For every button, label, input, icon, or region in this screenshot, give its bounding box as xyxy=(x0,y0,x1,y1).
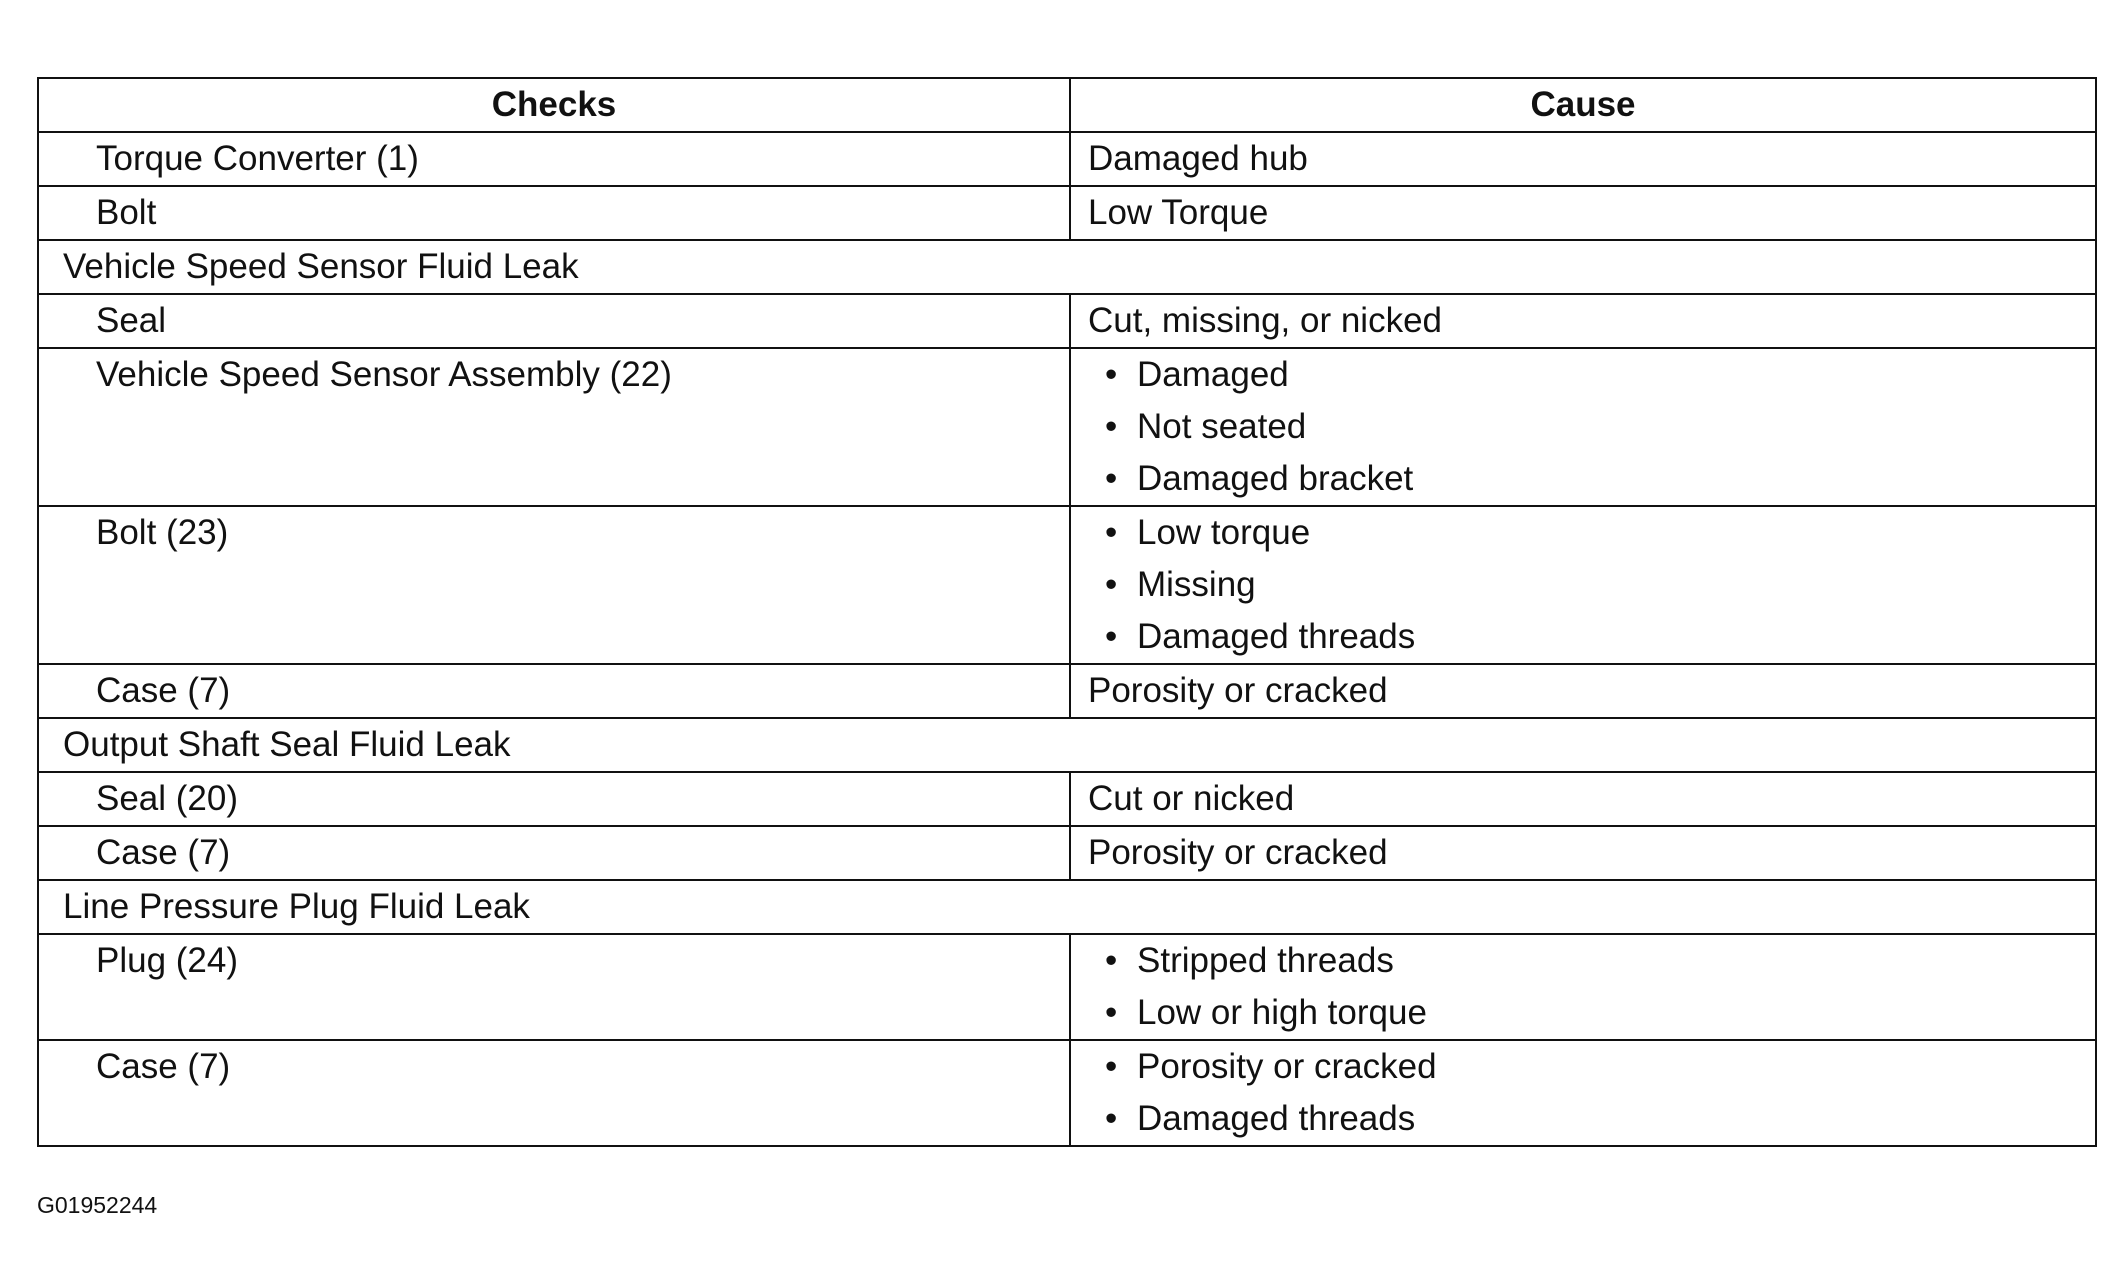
section-row xyxy=(38,880,2096,934)
table-header-row xyxy=(38,78,2096,132)
table-row xyxy=(38,132,2096,186)
cause-cell xyxy=(1070,506,2096,664)
cause-cell xyxy=(1070,1040,2096,1146)
section-row xyxy=(38,240,2096,294)
cause-bullet-list xyxy=(1071,507,2095,663)
cause-bullet-list xyxy=(1071,935,2095,1039)
table-row xyxy=(38,664,2096,718)
cause-cell: Cut or nicked xyxy=(1070,772,2096,826)
cause-bullet: • Not seated xyxy=(1105,401,2095,453)
section-heading: Output Shaft Seal Fluid Leak xyxy=(38,718,2096,772)
table-row xyxy=(38,294,2096,348)
cause-bullet: • Low torque xyxy=(1105,507,2095,559)
table-row xyxy=(38,348,2096,506)
cause-bullet: • Damaged threads xyxy=(1105,611,2095,663)
cause-bullet: • Damaged bracket xyxy=(1105,453,2095,505)
cause-cell: Cut, missing, or nicked xyxy=(1070,294,2096,348)
check-cell: Seal xyxy=(38,294,1070,348)
check-cell: Bolt xyxy=(38,186,1070,240)
check-cell: Seal (20) xyxy=(38,772,1070,826)
table-row xyxy=(38,826,2096,880)
cause-bullet: • Low or high torque xyxy=(1105,987,2095,1039)
check-cell: Case (7) xyxy=(38,826,1070,880)
cause-cell: Porosity or cracked xyxy=(1070,664,2096,718)
table-row xyxy=(38,772,2096,826)
section-heading: Line Pressure Plug Fluid Leak xyxy=(38,880,2096,934)
checks-column-header: Checks xyxy=(38,78,1070,132)
check-cell: Plug (24) xyxy=(38,934,1070,1040)
cause-cell: Damaged hub xyxy=(1070,132,2096,186)
cause-bullet-list xyxy=(1071,349,2095,505)
table-row xyxy=(38,506,2096,664)
section-row xyxy=(38,718,2096,772)
figure-id-label: G01952244 xyxy=(37,1192,158,1218)
check-cell: Case (7) xyxy=(38,664,1070,718)
cause-cell: Low Torque xyxy=(1070,186,2096,240)
cause-bullet: • Damaged threads xyxy=(1105,1093,2095,1145)
cause-column-header: Cause xyxy=(1070,78,2096,132)
checks-cause-table xyxy=(37,77,2097,1147)
check-cell: Case (7) xyxy=(38,1040,1070,1146)
table-row xyxy=(38,934,2096,1040)
cause-bullet: • Stripped threads xyxy=(1105,935,2095,987)
cause-bullet: • Porosity or cracked xyxy=(1105,1041,2095,1093)
table-row xyxy=(38,186,2096,240)
check-cell: Vehicle Speed Sensor Assembly (22) xyxy=(38,348,1070,506)
cause-bullet-list xyxy=(1071,1041,2095,1145)
cause-cell xyxy=(1070,934,2096,1040)
check-cell: Torque Converter (1) xyxy=(38,132,1070,186)
table-row xyxy=(38,1040,2096,1146)
section-heading: Vehicle Speed Sensor Fluid Leak xyxy=(38,240,2096,294)
cause-bullet: • Missing xyxy=(1105,559,2095,611)
cause-bullet: • Damaged xyxy=(1105,349,2095,401)
check-cell: Bolt (23) xyxy=(38,506,1070,664)
cause-cell xyxy=(1070,348,2096,506)
cause-cell: Porosity or cracked xyxy=(1070,826,2096,880)
